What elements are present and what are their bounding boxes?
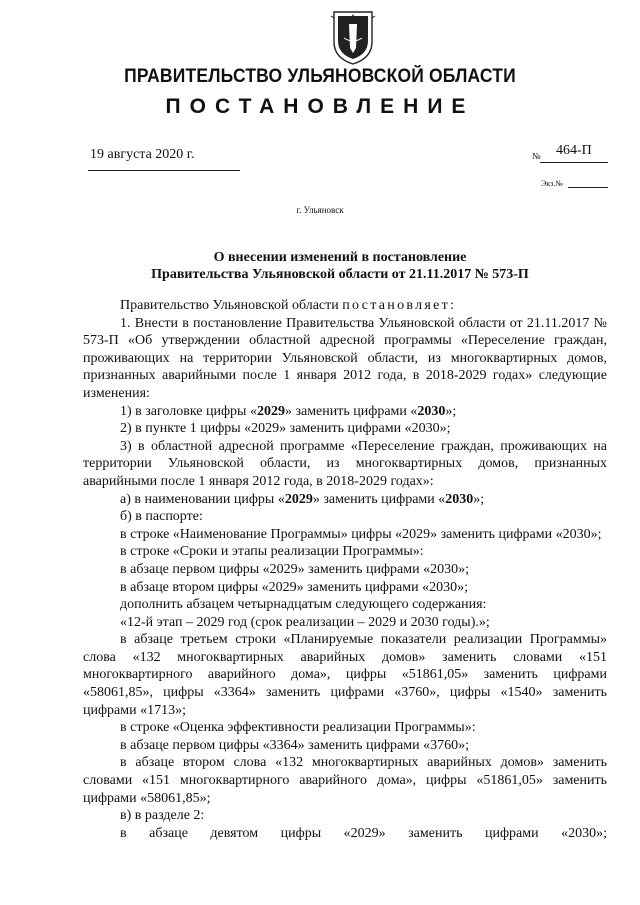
paragraph-5: а) в наименовании цифры «2029» заменить цифрами «2030»;: [120, 491, 485, 507]
number-underline: [540, 162, 608, 163]
intro-verb: постановляет:: [342, 298, 457, 313]
paragraph-6: б) в паспорте:: [120, 509, 203, 525]
paragraph-11: дополнить абзацем четырнадцатым следующего содержания:: [120, 597, 487, 613]
intro-paragraph: [83, 297, 607, 315]
document-type: ПОСТАНОВЛЕНИЕ: [165, 95, 475, 118]
paragraph-15: в абзаце первом цифры «3364» заменить цифрами «3760»;: [120, 737, 469, 753]
document-subject: [80, 249, 600, 283]
government-name: ПРАВИТЕЛЬСТВО УЛЬЯНОВСКОЙ ОБЛАСТИ: [124, 66, 516, 87]
paragraph-4: 3) в областной адресной программе «Переселение граждан, проживающих на территории Ульяновской области, из многоквартирных домов, признанных аварийными после 1 января 2012 года, в 2018-2029 годах»:: [83, 438, 607, 489]
paragraph-16: в абзаце втором слова «132 многоквартирных аварийных домов» заменить словами «151 многоквартирного аварийного дома», цифры «51861,05» заменить цифрами «58061,85»;: [83, 755, 607, 806]
paragraph-9: в абзаце первом цифры «2029» заменить цифрами «2030»;: [120, 561, 469, 577]
paragraph-12: «12-й этап – 2029 год (срок реализации – 2029 и 2030 годы).»;: [120, 614, 490, 630]
city: г. Ульяновск: [296, 205, 344, 215]
copy-label: Экз.№: [541, 179, 563, 188]
paragraph-1: 1. Внести в постановление Правительства Ульяновской области от 21.11.2017 № 573-П «Об утверждении областной адресной программы «Переселение граждан, проживающих на территории Ульяновской области, из многоквартирных домов, признанных аварийными после 1 января 2012 года, в 2018-2029 годах» следующие изменения:: [83, 315, 607, 401]
paragraph-14: в строке «Оценка эффективности реализации Программы»:: [120, 720, 476, 736]
paragraph-8: в строке «Сроки и этапы реализации Программы»:: [120, 544, 424, 560]
paragraph-2: 1) в заголовке цифры «2029» заменить цифрами «2030»;: [120, 403, 457, 419]
subject-line-2: Правительства Ульяновской области от 21.11.2017 № 573-П: [151, 267, 529, 282]
subject-line-1: О внесении изменений в постановление: [213, 250, 467, 265]
document-number: 464-П: [556, 143, 592, 158]
paragraph-18: в абзаце девятом цифры «2029» заменить цифрами «2030»;: [120, 825, 607, 841]
paragraph-7: в строке «Наименование Программы» цифры «2029» заменить цифрами «2030»;: [120, 526, 602, 542]
date-underline: [88, 170, 240, 171]
coat-of-arms-icon: [330, 8, 376, 66]
paragraph-17: в) в разделе 2:: [120, 808, 205, 824]
paragraph-13: в абзаце третьем строки «Планируемые показатели реализации Программы» слова «132 многоквартирных аварийных домов» заменить словами «151 многоквартирного аварийного дома», цифры «51861,05» заменить цифрами «58061,85», цифры «3364» заменить цифрами «3760», цифры «1540» заменить цифрами «1713»;: [83, 632, 607, 718]
document-date: 19 августа 2020 г.: [90, 147, 195, 162]
copy-underline: [568, 187, 608, 188]
intro-text: Правительство Ульяновской области: [120, 298, 339, 313]
document-body: [83, 297, 607, 842]
paragraph-10: в абзаце втором цифры «2029» заменить цифрами «2030»;: [120, 579, 468, 595]
paragraph-3: 2) в пункте 1 цифры «2029» заменить цифрами «2030»;: [120, 421, 451, 437]
number-sign: №: [532, 151, 541, 161]
